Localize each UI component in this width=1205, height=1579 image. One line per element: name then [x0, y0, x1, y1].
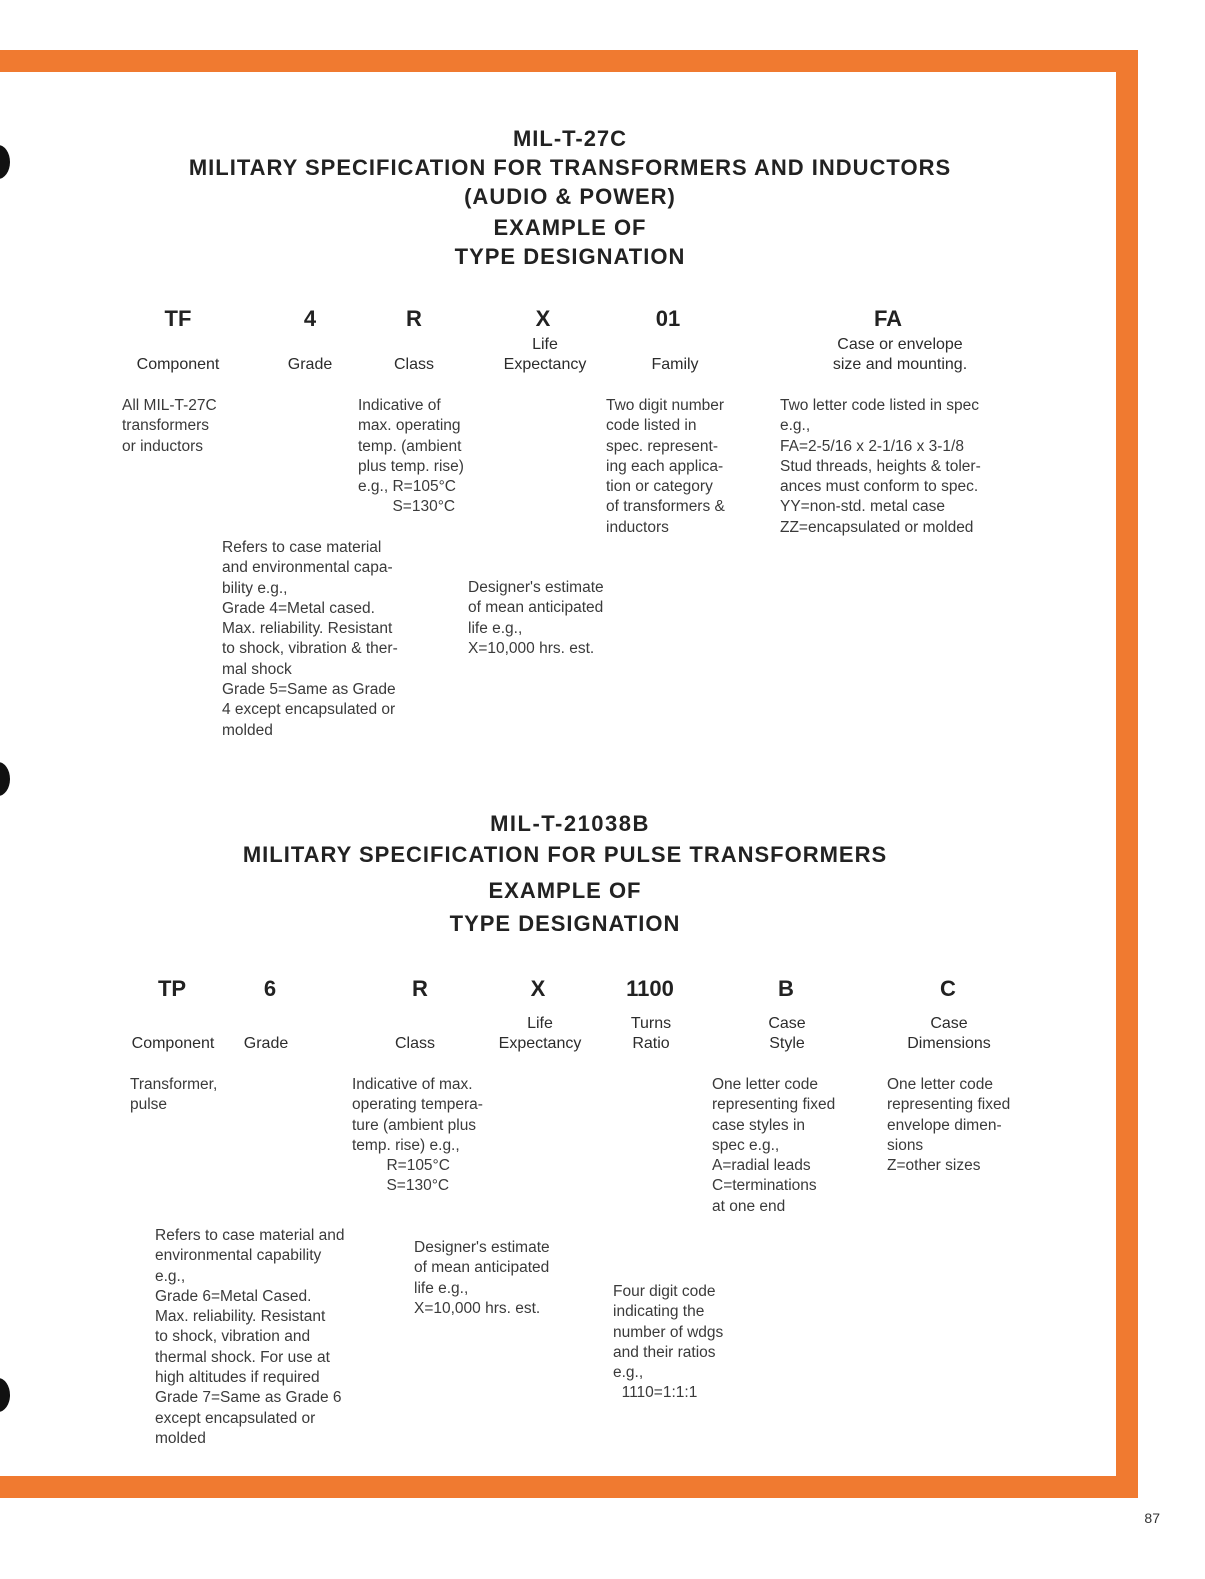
spec2-code-component: TP — [157, 976, 187, 1001]
spec1-label-component: Component — [136, 356, 220, 373]
spec1-desc-component: All MIL-T-27C transformers or inductors — [122, 397, 217, 455]
spec2-code-case-style: B — [778, 976, 794, 1001]
spec2-code-life: X — [530, 976, 546, 1001]
spec1-title: MILITARY SPECIFICATION FOR TRANSFORMERS AND INDUCTORS — [188, 155, 952, 180]
spec1-desc-class: Indicative of max. operating temp. (ambient plus temp. rise) e.g., R=105°C S=130°C — [358, 397, 464, 516]
spec1-code-family: 01 — [655, 306, 681, 331]
spec1-code-case: FA — [873, 306, 903, 331]
spec1-label-grade: Grade — [287, 356, 333, 373]
spec2-label-case-style: Case Style — [768, 1015, 806, 1052]
spec1-code-grade: 4 — [303, 306, 317, 331]
spec1-code-class: R — [406, 306, 422, 331]
spec1-desc-life: Designer's estimate of mean anticipated life e.g., X=10,000 hrs. est. — [468, 579, 604, 657]
spec1-desc-grade: Refers to case material and environmental capa- bility e.g., Grade 4=Metal cased. Max. reliability. Resistant to shock, vibration & ther- mal shock Grade 5=Same as Grade 4 except encapsulated or molded — [222, 539, 398, 739]
spec2-code-turns: 1100 — [626, 976, 674, 1001]
spec2-label-class: Class — [394, 1035, 435, 1052]
spec2-code: MIL-T-21038B — [490, 811, 650, 836]
spec2-desc-case-dim: One letter code representing fixed envelope dimen- sions Z=other sizes — [887, 1076, 1011, 1175]
spec2-desc-case-style: One letter code representing fixed case styles in spec e.g., A=radial leads C=terminations at one end — [712, 1076, 836, 1215]
spec2-label-grade: Grade — [243, 1035, 289, 1052]
spec1-desc-family: Two digit number code listed in spec. represent- ing each applica- tion or category of transformers & inductors — [606, 397, 725, 536]
spec2-label-case-dim: Case Dimensions — [907, 1015, 991, 1052]
spec1-label-life: Life Expectancy — [503, 336, 587, 373]
spec2-label-life: Life Expectancy — [498, 1015, 582, 1052]
spec1-code-life: X — [535, 306, 551, 331]
spec1-subtitle: (AUDIO & POWER) — [464, 184, 676, 209]
spec1-desc-case: Two letter code listed in spec e.g., FA=2-5/16 x 2-1/16 x 3-1/8 Stud threads, heights & toler- ances must conform to spec. YY=non-std. metal case ZZ=encapsulated or molded — [780, 397, 981, 536]
spec2-desc-turns: Four digit code indicating the number of wdgs and their ratios e.g., 1110=1:1:1 — [613, 1283, 724, 1402]
spec1-label-family: Family — [651, 356, 699, 373]
spec1-code: MIL-T-27C — [512, 126, 628, 151]
spec1-code-component: TF — [164, 306, 192, 331]
spec2-code-case-dim: C — [940, 976, 956, 1001]
spec1-example-of: EXAMPLE OF — [493, 215, 647, 240]
spec2-label-component: Component — [131, 1035, 215, 1052]
spec2-code-class: R — [412, 976, 428, 1001]
spec2-desc-life: Designer's estimate of mean anticipated life e.g., X=10,000 hrs. est. — [414, 1239, 550, 1317]
spec1-label-case: Case or envelope size and mounting. — [832, 336, 968, 373]
spec2-desc-grade: Refers to case material and environmental capability e.g., Grade 6=Metal Cased. Max. reliability. Resistant to shock, vibration and thermal shock. For use at high altitudes if required Grade 7=Same as Grade 6 except encapsulated or molded — [155, 1227, 345, 1447]
spec2-desc-class: Indicative of max. operating tempera- ture (ambient plus temp. rise) e.g., R=105°C S=130°C — [352, 1076, 483, 1195]
spec2-example-of: EXAMPLE OF — [488, 878, 642, 903]
page-number: 87 — [1144, 1510, 1160, 1526]
spec1-label-class: Class — [393, 356, 434, 373]
spec2-label-turns: Turns Ratio — [630, 1015, 672, 1052]
spec2-code-grade: 6 — [263, 976, 277, 1001]
spec2-title: MILITARY SPECIFICATION FOR PULSE TRANSFORMERS — [242, 842, 888, 867]
spec2-desc-component: Transformer, pulse — [130, 1076, 218, 1114]
spec1-type-designation: TYPE DESIGNATION — [454, 244, 686, 269]
spec2-type-designation: TYPE DESIGNATION — [449, 911, 681, 936]
